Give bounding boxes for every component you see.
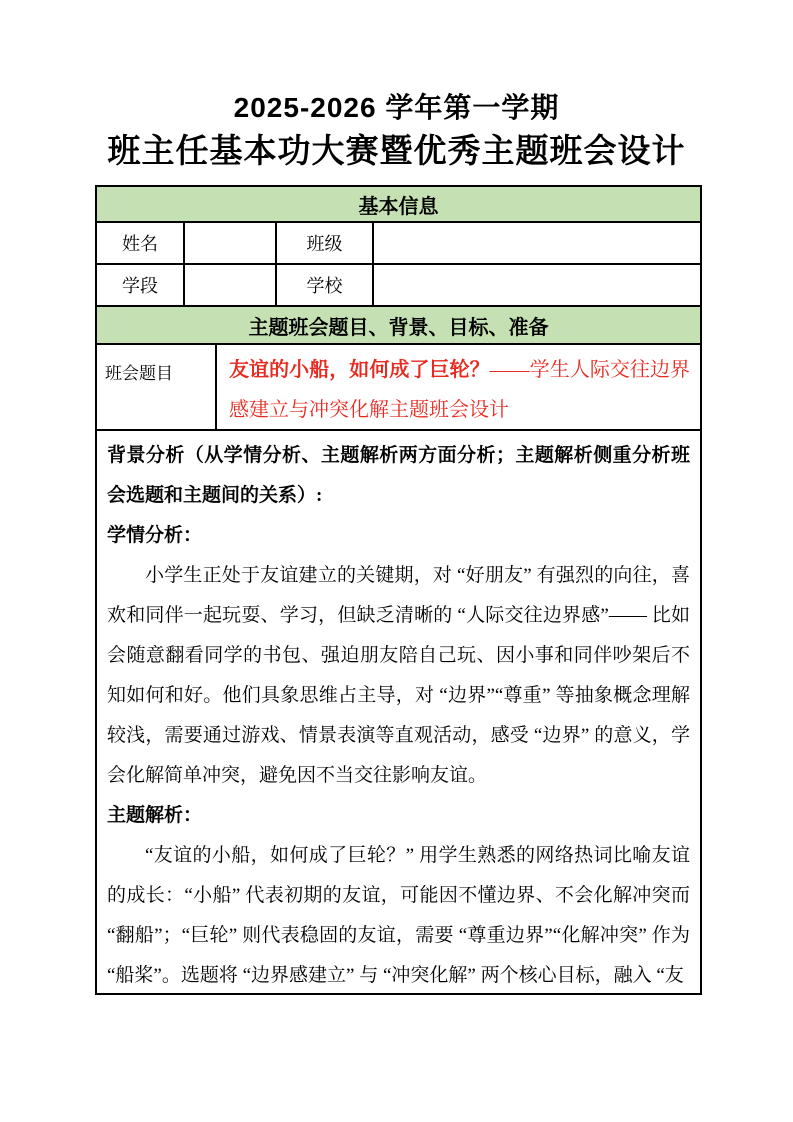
theme-header-label: 主题班会题目、背景、目标、准备 [248, 316, 549, 339]
background-analysis-cell [97, 431, 700, 993]
topic-title-emphasis: 友谊的小船，如何成了巨轮？ [229, 359, 490, 381]
topic-label: 班会题目 [97, 345, 217, 429]
xueqing-analysis-text: 小学生正处于友谊建立的关键期，对 “好朋友” 有强烈的向往，喜欢和同伴一起玩耍、学习，但缺乏清晰的 “人际交往边界感”—— 比如会随意翻看同学的书包、强迫朋友陪自己玩、因小事和同伴吵架后不知如何和好。他们具象思维占主导，对 “边界”“尊重” 等抽象概念理解较浅，需要通过游戏、情景表演等直观活动，感受 “边界” 的意义，学会化解简单冲突，避免因不当交往影响友谊。 [107, 565, 690, 786]
stage-field[interactable] [185, 265, 277, 305]
topic-title [217, 345, 700, 429]
theme-section-header [97, 307, 700, 345]
basic-info-section-header [97, 187, 700, 223]
class-field[interactable] [374, 223, 700, 263]
class-label: 班级 [277, 223, 374, 263]
topic-title-rest: ——学生人际交往边界感建立与冲突化解主题班会设计 [229, 359, 691, 421]
zhuti-analysis-title: 主题解析： [107, 805, 203, 826]
info-row-name-class [97, 223, 700, 265]
main-table [95, 185, 702, 995]
name-field[interactable] [185, 223, 277, 263]
title-line-2: 班主任基本功大赛暨优秀主题班会设计 [107, 132, 686, 169]
xueqing-analysis-title: 学情分析： [107, 525, 203, 546]
basic-info-header-label: 基本信息 [358, 195, 439, 218]
topic-row [97, 345, 700, 431]
info-row-stage-school [97, 265, 700, 307]
school-field[interactable] [374, 265, 700, 305]
background-row [97, 431, 700, 993]
stage-label: 学段 [97, 265, 185, 305]
background-lead: 背景分析（从学情分析、主题解析两方面分析；主题解析侧重分析班会选题和主题间的关系）: [107, 445, 690, 506]
title-line-1: 2025-2026 学年第一学期 [233, 92, 560, 123]
name-label: 姓名 [97, 223, 185, 263]
school-label: 学校 [277, 265, 374, 305]
zhuti-analysis-text: “友谊的小船，如何成了巨轮？” 用学生熟悉的网络热词比喻友谊的成长：“小船” 代表初期的友谊，可能因不懂边界、不会化解冲突而 “翻船”；“巨轮” 则代表稳固的友谊，需要 “尊重边界”“化解冲突” 作为 “船桨”。选题将 “边界感建立” 与 “冲突化解” 两个核心目标，融入 “友 [107, 845, 690, 986]
document-title [0, 88, 793, 174]
